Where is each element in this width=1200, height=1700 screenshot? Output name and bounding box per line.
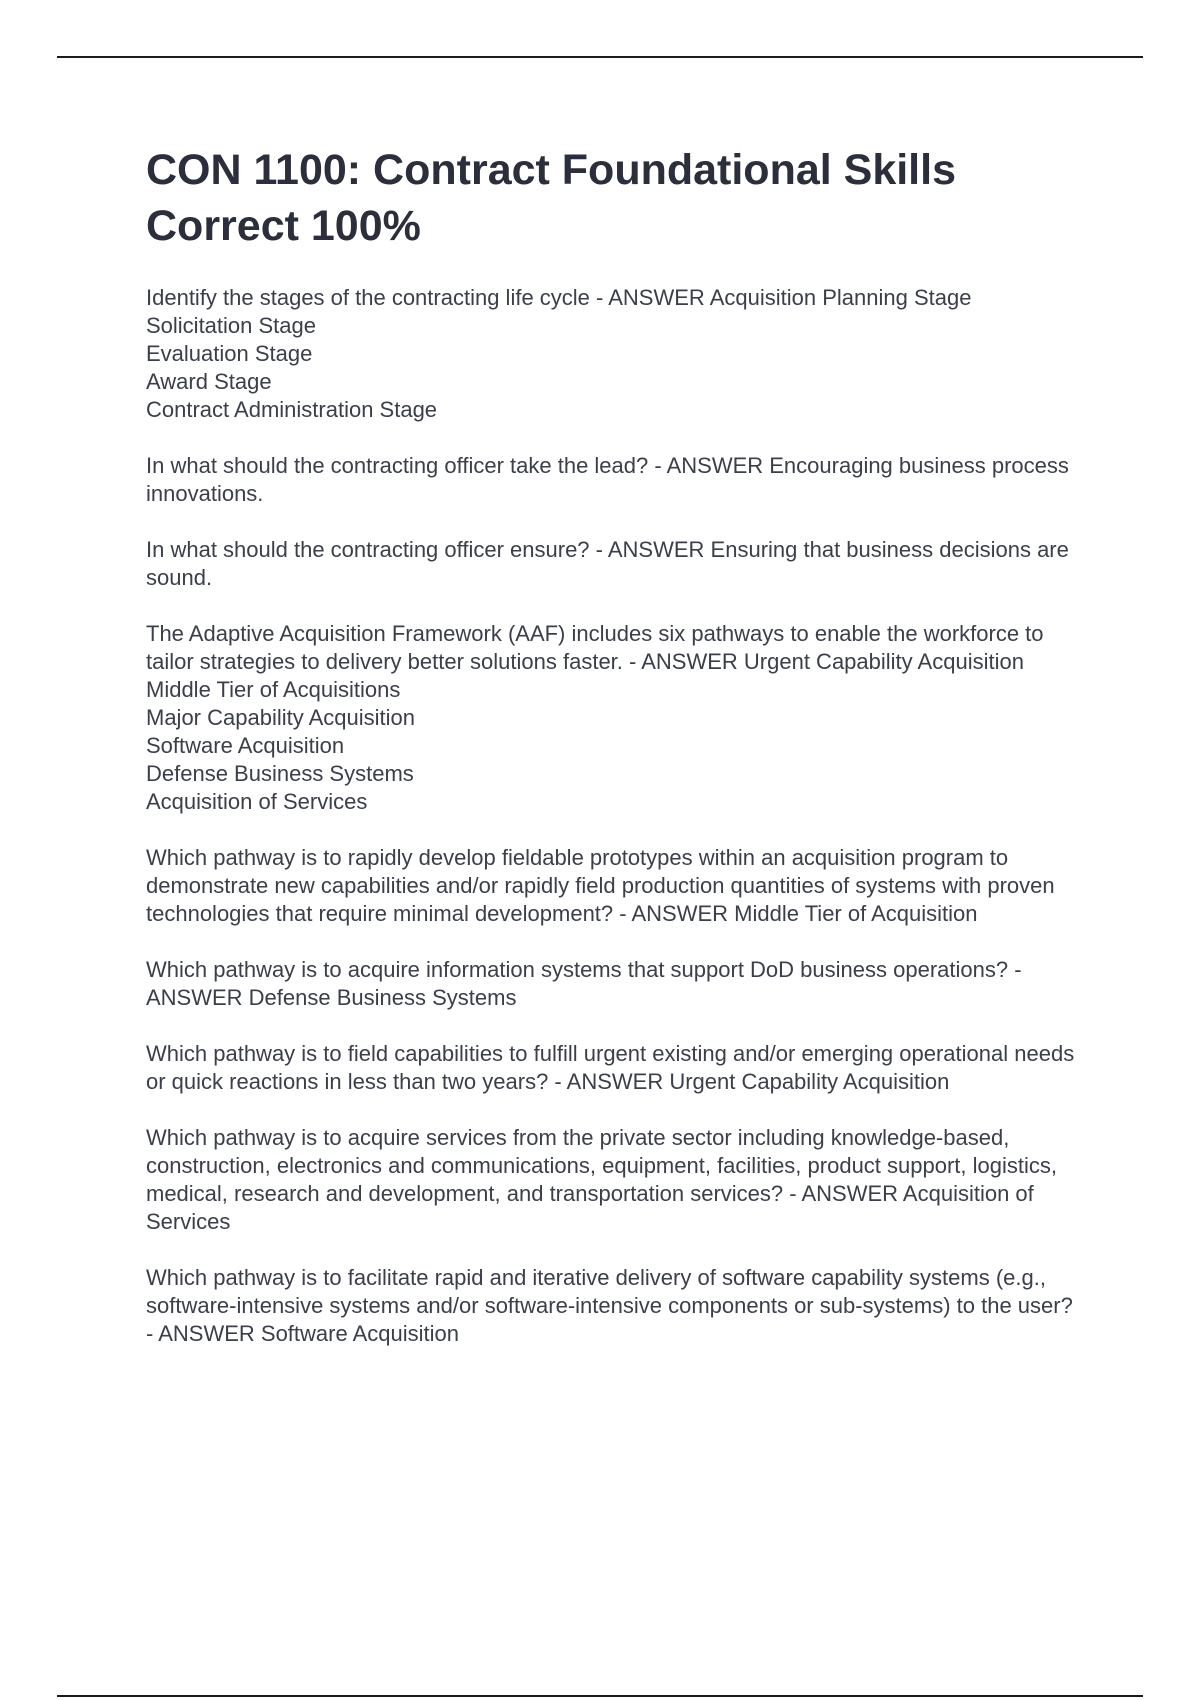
document-title: CON 1100: Contract Foundational Skills Correct 100% [146, 146, 956, 250]
qa-item: The Adaptive Acquisition Framework (AAF) includes six pathways to enable the workforce to tailor strategies to delivery better solutions faster. - ANSWER Urgent Capability Acquisition Middle Tier of Acquisitions Major Capability Acquisition Software Acquisition Defense Business Systems Acquisition of Services [146, 621, 1044, 814]
qa-item: Which pathway is to field capabilities to fulfill urgent existing and/or emerging operational needs or quick reactions in less than two years? - ANSWER Urgent Capability Acquisition [146, 1041, 1075, 1094]
qa-item: Which pathway is to facilitate rapid and iterative delivery of software capability systems (e.g., software-intensive systems and/or software-intensive components or sub-systems) to the user? - ANSWER Software Acquisition [146, 1265, 1073, 1346]
bottom-rule [57, 1695, 1143, 1697]
top-rule [57, 56, 1143, 58]
qa-item: Which pathway is to acquire services from the private sector including knowledge-based, construction, electronics and communications, equipment, facilities, product support, logistics, medical, research and development, and transportation services? - ANSWER Acquisition of Services [146, 1125, 1057, 1234]
document-body [146, 142, 1086, 1376]
qa-item: Identify the stages of the contracting life cycle - ANSWER Acquisition Planning Stage Solicitation Stage Evaluation Stage Award Stage Contract Administration Stage [146, 285, 972, 422]
qa-item: In what should the contracting officer take the lead? - ANSWER Encouraging business process innovations. [146, 453, 1069, 506]
qa-item: In what should the contracting officer ensure? - ANSWER Ensuring that business decisions are sound. [146, 537, 1069, 590]
qa-item: Which pathway is to rapidly develop fieldable prototypes within an acquisition program to demonstrate new capabilities and/or rapidly field production quantities of systems with proven technologies that require minimal development? - ANSWER Middle Tier of Acquisition [146, 845, 1055, 926]
qa-list [146, 284, 1086, 1348]
qa-item: Which pathway is to acquire information systems that support DoD business operations? - ANSWER Defense Business Systems [146, 957, 1022, 1010]
